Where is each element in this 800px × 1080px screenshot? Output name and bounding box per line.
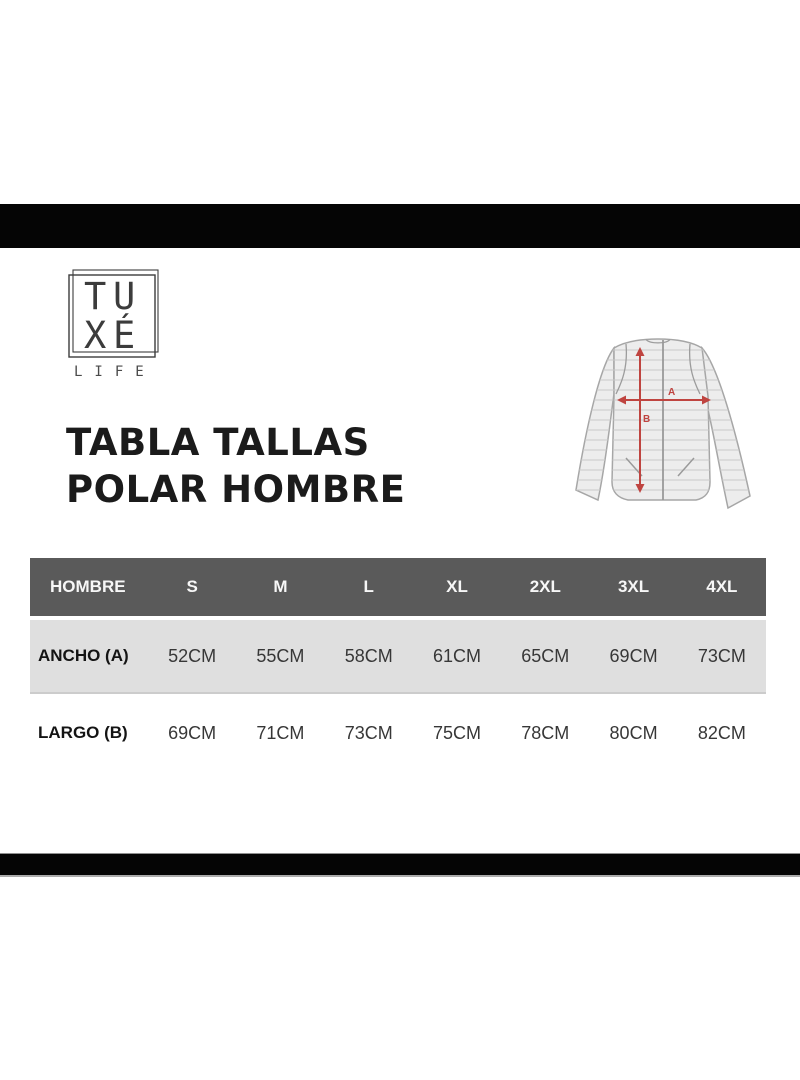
page-title-line1: TABLA TALLAS (66, 421, 370, 464)
column-header-m: M (273, 577, 288, 596)
row-largo (30, 694, 766, 772)
column-header-l: L (363, 577, 374, 596)
column-header-xl: XL (446, 577, 468, 596)
cell-ancho-m: 55CM (256, 645, 305, 666)
cell-largo-4xl: 82CM (697, 722, 746, 743)
cell-ancho-2xl: 65CM (521, 645, 570, 666)
length-label-b: B (643, 414, 651, 425)
cell-largo-2xl: 78CM (521, 722, 570, 743)
jacket-illustration (568, 332, 768, 517)
page-title-line2: POLAR HOMBRE (66, 468, 406, 511)
row-ancho (30, 620, 766, 694)
row-ancho-label: ANCHO (A) (38, 646, 129, 665)
brand-letter-t: T (84, 275, 107, 318)
cell-ancho-4xl: 73CM (697, 645, 746, 666)
column-header-3xl: 3XL (617, 577, 650, 596)
page-title (66, 419, 405, 513)
column-header-2xl: 2XL (529, 577, 561, 596)
width-label-a: A (668, 387, 676, 398)
brand-logo (60, 262, 170, 387)
cell-largo-m: 71CM (256, 722, 305, 743)
brand-subtitle: LIFE (74, 364, 156, 380)
cell-largo-l: 73CM (344, 722, 393, 743)
brand-letter-e: É (113, 314, 136, 357)
jacket-left-sleeve (576, 348, 614, 500)
top-banner-bar (0, 204, 800, 248)
cell-ancho-s: 52CM (168, 645, 217, 666)
bottom-banner-bar (0, 853, 800, 877)
brand-letter-u: U (113, 275, 136, 318)
column-header-s: S (186, 577, 198, 596)
cell-largo-s: 69CM (168, 722, 217, 743)
logo-back-square (69, 275, 155, 357)
cell-largo-xl: 75CM (432, 722, 481, 743)
row-largo-label: LARGO (B) (38, 723, 128, 742)
cell-largo-3xl: 80CM (609, 722, 658, 743)
cell-ancho-l: 58CM (344, 645, 393, 666)
brand-letter-x: X (84, 314, 107, 357)
column-header-hombre: HOMBRE (50, 577, 126, 596)
cell-ancho-xl: 61CM (432, 645, 481, 666)
column-header-4xl: 4XL (706, 577, 738, 596)
size-table (30, 558, 766, 772)
size-table-header-row (30, 558, 766, 616)
cell-ancho-3xl: 69CM (609, 645, 658, 666)
